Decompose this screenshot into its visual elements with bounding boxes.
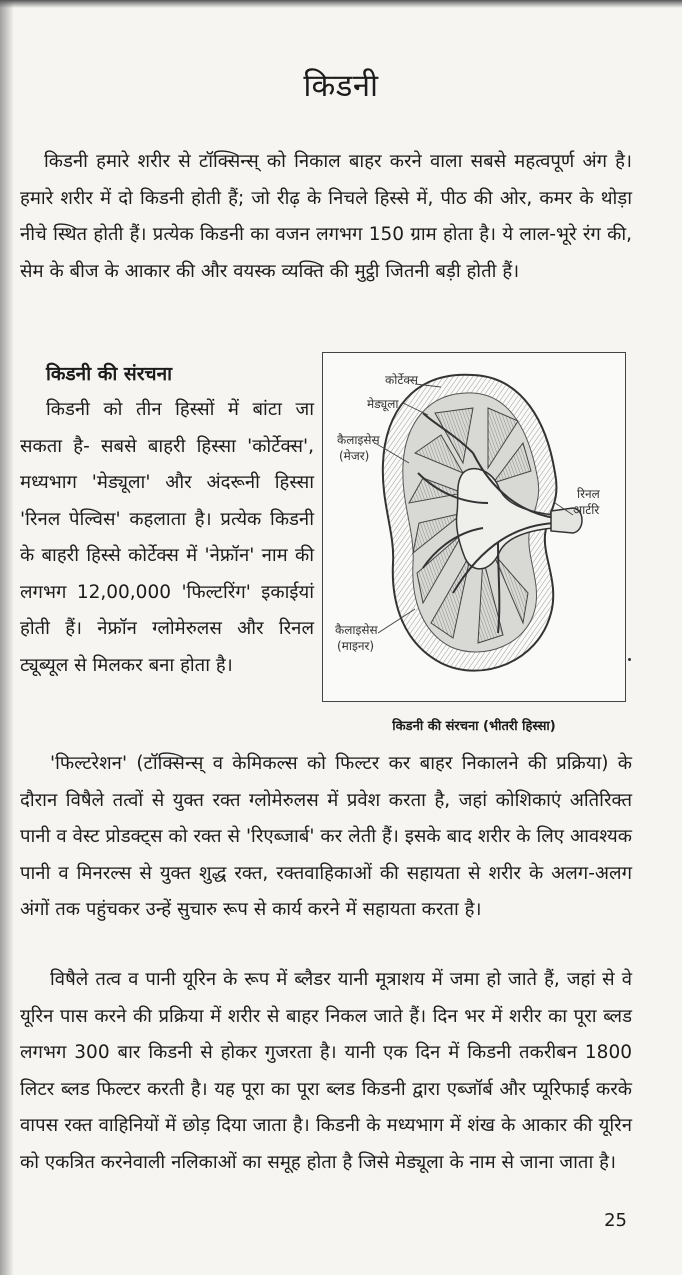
page-title: किडनी [303,68,379,104]
filtration-paragraph: 'फिल्टरेशन' (टॉक्सिन्स् व केमिकल्स को फिल्टर कर बाहर निकालने की प्रक्रिया) के दौरान विषैले तत्वों से युक्त रक्त ग्लोमेरुलस में प्रवेश करता है, जहां कोशिकाएं अतिरिक्त पानी व वेस्ट प्रोडक्ट्स को रक्त से 'रिएब्जार्ब' कर लेती हैं। इसके बाद शरीर के लिए आवश्यक पानी व मिनरल्स से युक्त शुद्ध रक्त, रक्तवाहिकाओं की सहायता से शरीर के अलग-अलग अंगों तक पहुंचकर उन्हें सुचारु रूप से कार्य करने में सहायता करता है। [20,753,632,920]
kidney-figure [322,352,626,702]
intro-paragraph: किडनी हमारे शरीर से टॉक्सिन्स् को निकाल बाहर करने वाला सबसे महत्वपूर्ण अंग है। हमारे शरीर में दो किडनी होती हैं; जो रीढ़ के निचले हिस्से में, पीठ की ओर, कमर के थोड़ा नीचे स्थित होती हैं। प्रत्येक किडनी का वजन लगभग 150 ग्राम होता है। ये लाल-भूरे रंग की, सेम के बीज के आकार की और वयस्क व्यक्ति की मुट्ठी जितनी बड़ी होती हैं। [20,151,632,282]
structure-paragraph: किडनी को तीन हिस्सों में बांटा जा सकता है- सबसे बाहरी हिस्सा 'कोर्टेक्स', मध्यभाग 'मेड्यूला' और अंदरूनी हिस्सा 'रिनल पेल्विस' कहलाता है। प्रत्येक किडनी के बाहरी हिस्से कोर्टेक्स में 'नेफ्रॉन' नाम की लगभग 12,00,000 'फिल्टरिंग' इकाईयां होती हैं। नेफ्रॉन ग्लोमेरुलस और रिनल ट्यूब्यूल से मिलकर बना होता है। [20,399,314,676]
label-renal-artery-2: आर्टरि [573,503,600,517]
page-binding-edge [0,0,14,1275]
stray-mark [628,658,631,661]
label-calyx-minor-2: (माइनर) [337,639,375,653]
label-calyx-minor-1: कैलाइसेस [335,623,378,637]
label-calyx-major-2: (मेजर) [339,449,370,463]
figure-caption: किडनी की संरचना (भीतरी हिस्सा) [392,719,556,734]
page-number: 25 [604,1210,627,1231]
urine-paragraph: विषैले तत्व व पानी यूरिन के रूप में ब्लैडर यानी मूत्राशय में जमा हो जाते हैं, जहां से वे यूरिन पास करने की प्रक्रिया में शरीर से बाहर निकल जाते हैं। दिन भर में शरीर का पूरा ब्लड लगभग 300 बार किडनी से होकर गुजरता है। यानी एक दिन में किडनी तकरीबन 1800 लिटर ब्लड फिल्टर करती है। यह पूरा का पूरा ब्लड किडनी द्वारा एब्जॉर्ब और प्यूरिफाई करके वापस रक्त वाहिनियों में छोड़ दिया जाता है। किडनी के मध्यभाग में शंख के आकार की यूरिन को एकत्रित करनेवाली नलिकाओं का समूह होता है जिसे मेड्यूला के नाम से जाना जाता है। [20,969,632,1173]
label-renal-artery-1: रिनल [577,487,600,501]
page-top-shadow [0,0,682,8]
section-heading: किडनी की संरचना [46,363,173,385]
label-calyx-major-1: कैलाइसेस [337,433,380,447]
label-cortex: कोर्टेक्स [385,373,418,387]
label-medulla: मेड्यूला [367,397,399,411]
